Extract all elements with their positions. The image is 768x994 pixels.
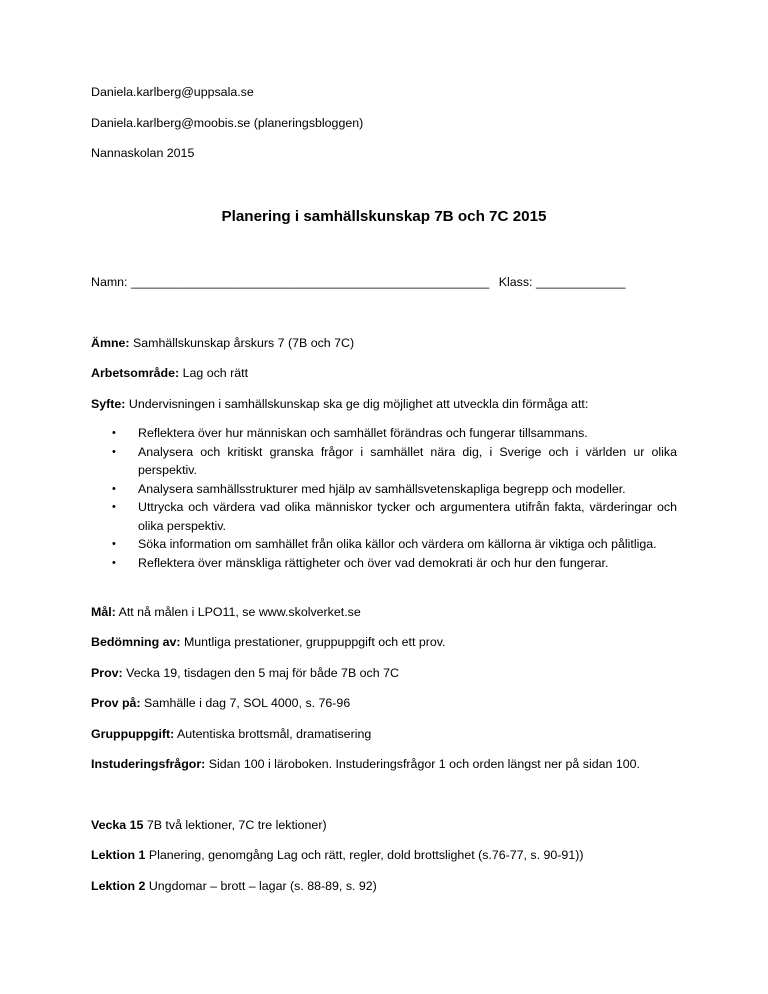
syfte-line [91, 396, 588, 412]
instuderingsfragor-value: Sidan 100 i läroboken. Instuderingsfrågor 1 och orden längst ner på sidan 100. [208, 757, 640, 771]
bullet-text: Analysera och kritiskt granska frågor i samhället nära dig, i Sverige och i världen ur olika perspektiv. [138, 444, 677, 477]
provpa-value: Samhälle i dag 7, SOL 4000, s. 76-96 [144, 696, 351, 710]
bullet-text: Söka information om samhället från olika källor och värdera om källorna är viktiga och pålitliga. [138, 537, 657, 551]
syfte-label: Syfte: [91, 397, 126, 411]
name-blank: ____________________________________________________ [130, 275, 490, 289]
school-line [91, 145, 194, 161]
bedomning-label: Bedömning av: [91, 635, 181, 649]
vecka-value: 7B två lektioner, 7C tre lektioner) [146, 818, 327, 832]
lektion2-line [91, 878, 377, 894]
email-line-moobis [91, 115, 363, 131]
gruppuppgift-value: Autentiska brottsmål, dramatisering [177, 727, 372, 741]
prov-label: Prov: [91, 666, 123, 680]
class-label: Klass: [498, 275, 533, 289]
amne-label: Ämne: [91, 336, 130, 350]
bullet-icon: • [112, 445, 116, 458]
instuderingsfragor-label: Instuderingsfrågor: [91, 757, 206, 771]
bedomning-line [91, 634, 445, 650]
bullet-icon: • [112, 482, 116, 495]
instuderingsfragor-line [91, 756, 640, 772]
bedomning-value: Muntliga prestationer, gruppuppgift och ett prov. [183, 635, 446, 649]
list-item [91, 554, 677, 573]
arbetsomrade-line [91, 365, 248, 381]
list-item [91, 443, 677, 480]
lektion1-value: Planering, genomgång Lag och rätt, regler, dold brottslighet (s.76-77, s. 90-91)) [148, 848, 584, 862]
gruppuppgift-line [91, 726, 371, 742]
bullet-icon: • [112, 427, 116, 439]
amne-line [91, 335, 354, 351]
vecka-label: Vecka 15 [91, 818, 144, 832]
provpa-label: Prov på: [91, 696, 141, 710]
prov-line [91, 665, 399, 681]
bullet-text: Reflektera över mänskliga rättigheter och över vad demokrati är och hur den fungerar. [138, 555, 609, 570]
mal-value: Att nå målen i LPO11, se www.skolverket.se [118, 605, 361, 619]
mal-label: Mål: [91, 605, 116, 619]
provpa-line [91, 695, 350, 711]
name-label: Namn: [91, 275, 128, 289]
lektion1-line [91, 847, 583, 863]
mal-line [91, 604, 361, 620]
amne-value: Samhällskunskap årskurs 7 (7B och 7C) [133, 336, 355, 350]
email-line-uppsala [91, 84, 254, 100]
gruppuppgift-label: Gruppuppgift: [91, 727, 175, 741]
bullet-icon: • [112, 501, 116, 513]
bullet-icon: • [112, 556, 116, 569]
bullet-text: Analysera samhällsstrukturer med hjälp av samhällsvetenskapliga begrepp och modeller. [138, 481, 626, 496]
email-moobis: Daniela.karlberg@moobis.se (planeringsbloggen) [91, 116, 364, 130]
bullet-text: Reflektera över hur människan och samhället förändras och fungerar tillsammans. [138, 426, 588, 440]
school-name: Nannaskolan 2015 [91, 146, 195, 160]
bullet-icon: • [112, 538, 116, 550]
class-blank: _____________ [535, 275, 626, 289]
syfte-bullet-list [91, 424, 677, 572]
page-title: Planering i samhällskunskap 7B och 7C 2015 [221, 208, 547, 225]
syfte-value: Undervisningen i samhällskunskap ska ge dig möjlighet att utveckla din förmåga att: [128, 397, 589, 411]
lektion2-value: Ungdomar – brott – lagar (s. 88-89, s. 92) [148, 879, 377, 893]
list-item [91, 424, 677, 443]
vecka-line [91, 817, 327, 833]
lektion2-label: Lektion 2 [91, 879, 146, 893]
arbetsomrade-value: Lag och rätt [182, 366, 249, 380]
name-class-line [91, 274, 626, 290]
list-item [91, 535, 677, 554]
prov-value: Vecka 19, tisdagen den 5 maj för både 7B och 7C [126, 666, 399, 680]
list-item [91, 480, 677, 499]
arbetsomrade-label: Arbetsområde: [91, 366, 180, 380]
list-item [91, 498, 677, 535]
bullet-text: Uttrycka och värdera vad olika människor tycker och argumentera utifrån fakta, värderingar och olika perspektiv. [138, 500, 677, 533]
email-uppsala: Daniela.karlberg@uppsala.se [91, 85, 254, 99]
lektion1-label: Lektion 1 [91, 848, 146, 862]
